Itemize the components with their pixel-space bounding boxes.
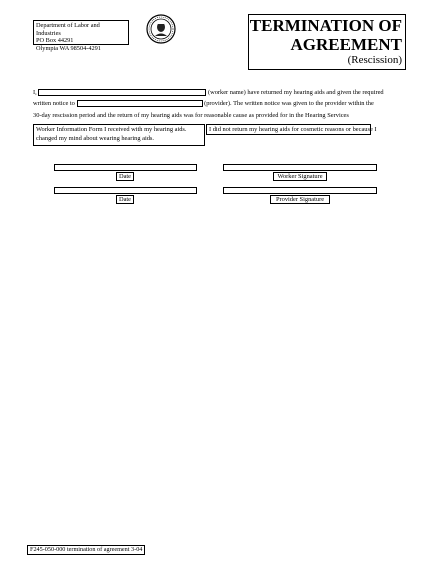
- form-title-box: [248, 14, 406, 70]
- statement-line-2: written notice to (provider). The written notice was given to the provider within the: [33, 100, 374, 107]
- title-line-1: TERMINATION OF: [249, 16, 402, 35]
- address-line: PO Box 44291: [36, 37, 74, 45]
- provider-signature-label: Provider Signature: [270, 195, 330, 204]
- washington-state-seal-icon: [146, 14, 176, 44]
- address-line: Department of Labor and Industries: [36, 22, 100, 37]
- reason-left-line-2: changed my mind about wearing hearing aids.: [36, 135, 155, 142]
- worker-signature-label: Worker Signature: [273, 172, 327, 181]
- statement-line-3: 30-day rescission period and the return of my hearing aids was for reasonable cause as provided for in the Hearing Services: [33, 112, 349, 119]
- reason-box-right: I did not return my hearing aids for cosmetic reasons or because I: [206, 124, 371, 135]
- form-id-footer: F245-050-000 termination of agreement 3-04: [27, 545, 145, 555]
- provider-signature-line[interactable]: [223, 187, 377, 194]
- worker-date-line[interactable]: [54, 164, 197, 171]
- date-label: Date: [116, 195, 134, 204]
- worker-name-field[interactable]: [38, 89, 206, 96]
- provider-date-line[interactable]: [54, 187, 197, 194]
- address-line: Olympia WA 98504-4291: [36, 44, 101, 52]
- reason-left-line-1: Worker Information Form I received with my hearing aids.: [36, 126, 187, 133]
- reason-box-left: [33, 124, 205, 146]
- provider-name-field[interactable]: [77, 100, 203, 107]
- agency-address-box: [33, 20, 129, 52]
- date-label: Date: [116, 172, 134, 181]
- title-subtitle: (Rescission): [347, 54, 402, 66]
- worker-signature-line[interactable]: [223, 164, 377, 171]
- title-line-2: AGREEMENT: [290, 35, 402, 54]
- statement-line-1: I, (worker name) have returned my hearing aids and given the required: [33, 89, 384, 96]
